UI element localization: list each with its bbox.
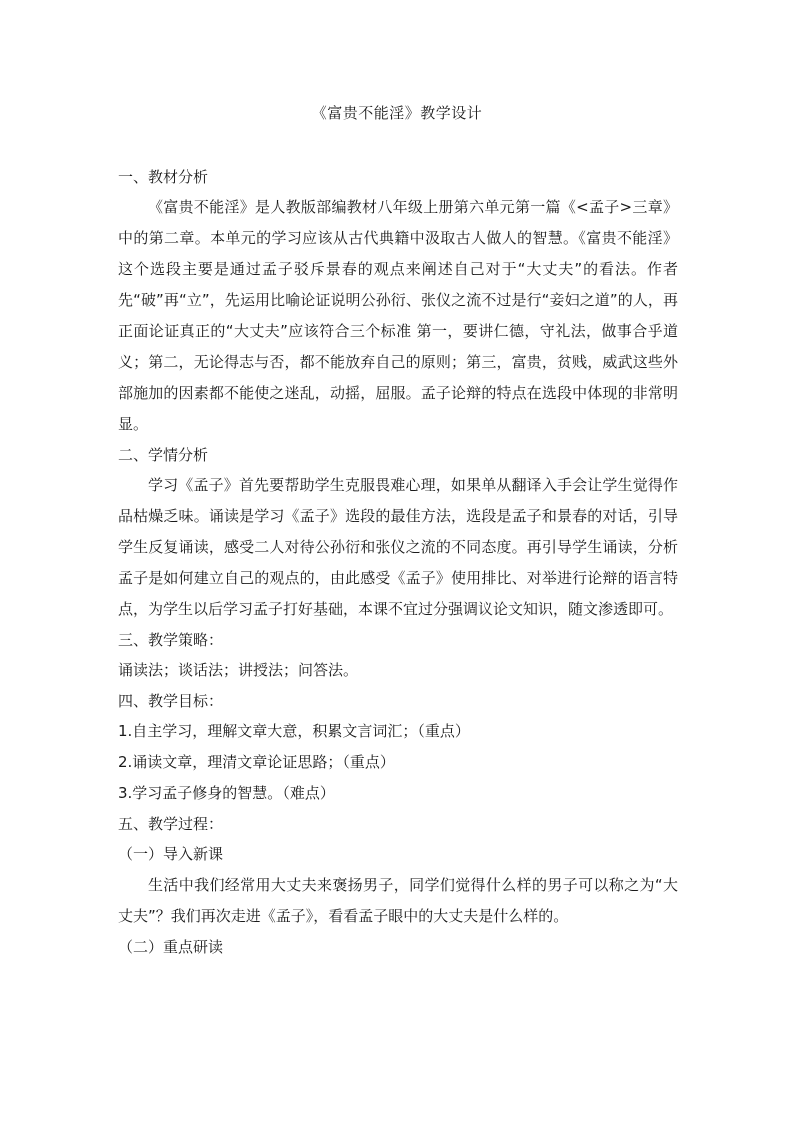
document-title: 《富贵不能淫》教学设计 xyxy=(311,104,483,122)
textbook-analysis-paragraph: 《富贵不能淫》是人教版部编教材八年级上册第六单元第一篇《<孟子>三章》中的第二章。本单元的学习应该从古代典籍中汲取古人做人的智慧。《富贵不能淫》这个选段主要是通过孟子驳斥景春的观点来阐述自己对于“大丈夫”的看法。作者先“破”再“立”，先运用比喻论证说明公孙衍、张仪之流不过是行“妾妇之道”的人，再正面论证真正的“大丈夫”应该符合三个标准 第一，要讲仁德，守礼法，做事合乎道义；第二，无论得志与否，都不能放弃自己的原则；第三，富贵，贫贱，威武这些外部施加的因素都不能使之迷乱，动摇，屈服。孟子论辩的特点在选段中体现的非常明显。 xyxy=(118,198,678,433)
introduction-paragraph: 生活中我们经常用大丈夫来褒扬男子，同学们觉得什么样的男子可以称之为“大丈夫”？我们再次走进《孟子》，看看孟子眼中的大丈夫是什么样的。 xyxy=(118,876,678,925)
teaching-goal-item: 2.诵读文章，理清文章论证思路；（重点） xyxy=(118,753,395,771)
section-heading-teaching-strategy: 三、教学策略： xyxy=(118,631,224,649)
section-heading-teaching-goals: 四、教学目标： xyxy=(118,692,224,710)
section-heading-student-analysis: 二、学情分析 xyxy=(118,446,209,464)
document-body xyxy=(118,162,678,963)
teaching-goal-item: 3.学习孟子修身的智慧。（难点） xyxy=(118,784,335,802)
subheading-introduction: （一）导入新课 xyxy=(118,845,224,863)
student-analysis-paragraph: 学习《孟子》首先要帮助学生克服畏难心理，如果单从翻译入手会让学生觉得作品枯燥乏味。诵读是学习《孟子》选段的最佳方法，选段是孟子和景春的对话，引导学生反复诵读，感受二人对待公孙衍和张仪之流的不同态度。再引导学生诵读，分析孟子是如何建立自己的观点的，由此感受《孟子》使用排比、对举进行论辩的语言特点，为学生以后学习孟子打好基础，本课不宜过分强调议论文知识，随文渗透即可。 xyxy=(118,476,678,618)
section-heading-textbook-analysis: 一、教材分析 xyxy=(118,168,209,186)
teaching-goal-item: 1.自主学习，理解文章大意，积累文言词汇；（重点） xyxy=(118,722,470,740)
subheading-key-reading: （二）重点研读 xyxy=(118,938,224,956)
teaching-strategy-line: 诵读法；谈话法；讲授法；问答法。 xyxy=(118,661,359,679)
section-heading-teaching-process: 五、教学过程： xyxy=(118,815,224,833)
